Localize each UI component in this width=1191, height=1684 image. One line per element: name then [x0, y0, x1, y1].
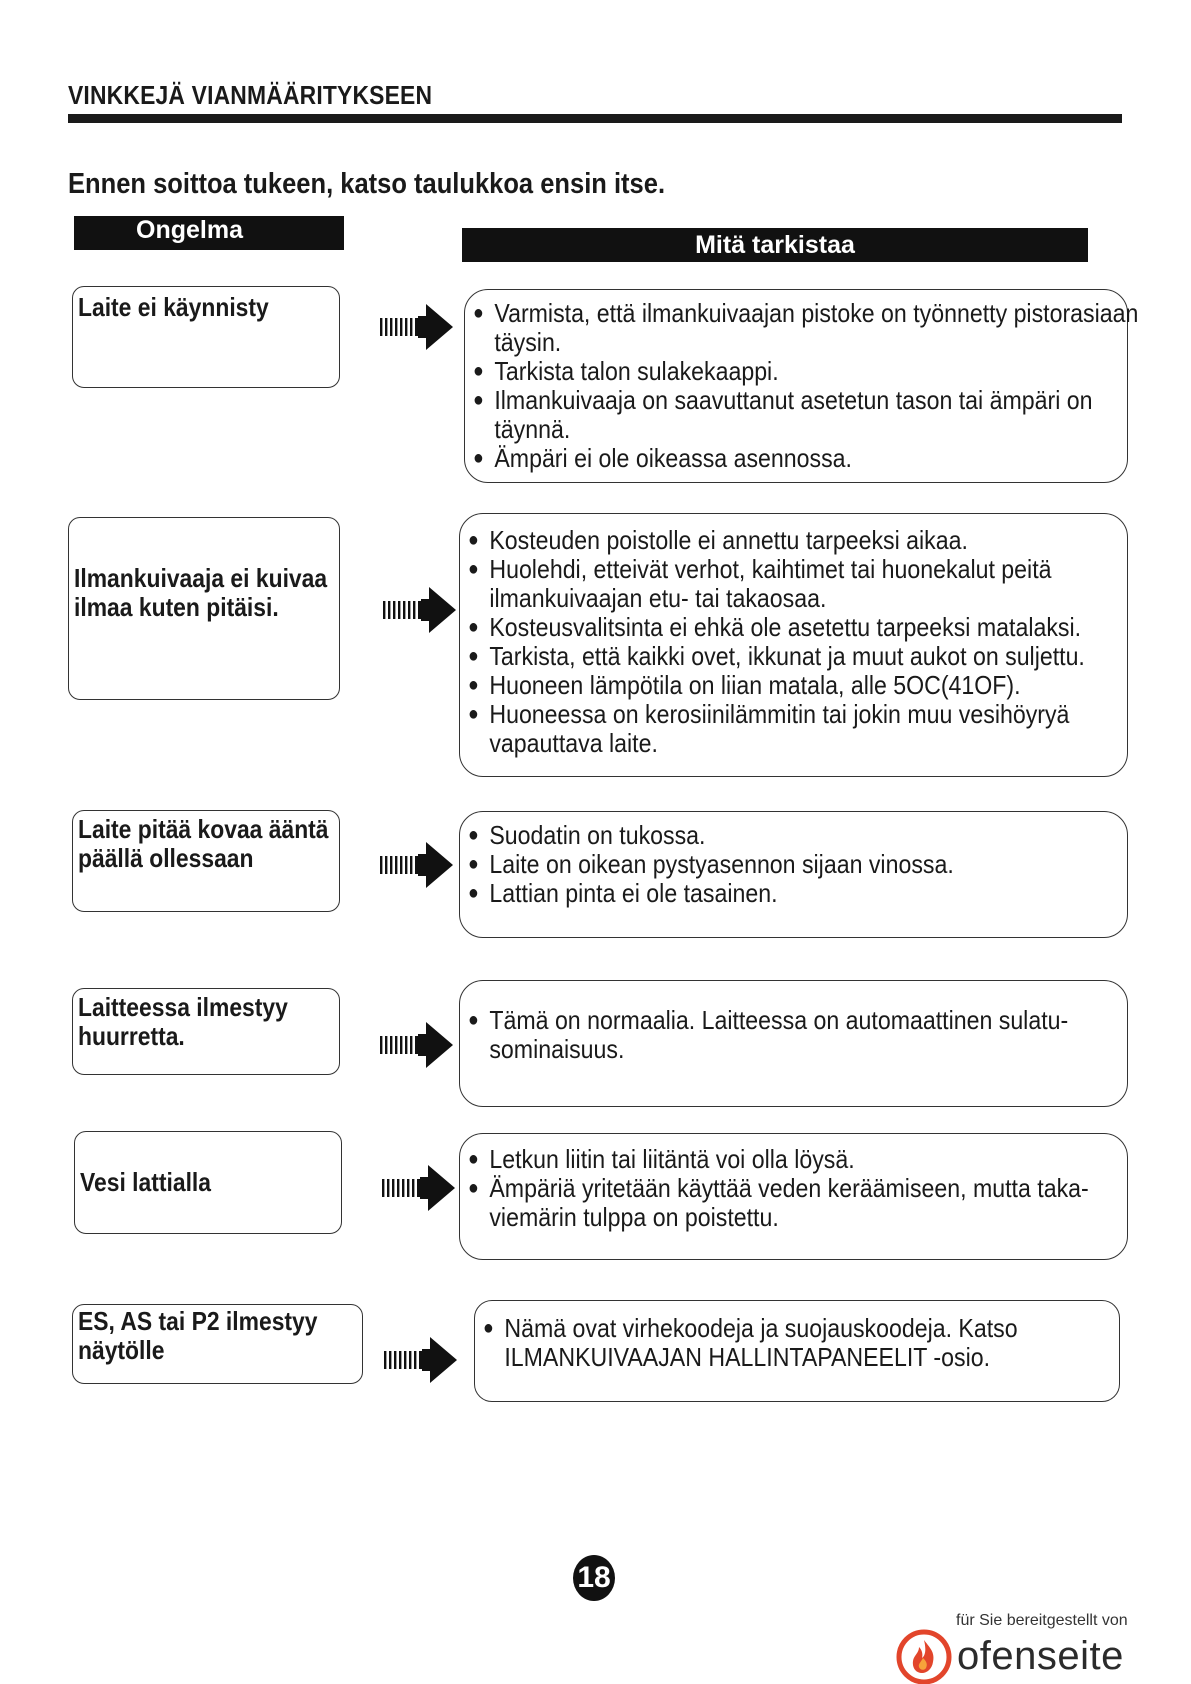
check-item: ● Suodatin on tukossa. [468, 821, 1191, 850]
arrow-right-icon [378, 1020, 454, 1070]
brand-logo [895, 1628, 1135, 1684]
check-item: ● Huoneen lämpötila on liian matala, alle 5OC(41OF). [468, 671, 1191, 700]
check-box [459, 811, 1128, 938]
problem-text: päällä ollessaan [78, 843, 254, 873]
problem-box [72, 810, 340, 912]
column-header-problem: Ongelma [74, 216, 344, 250]
check-item: ● Laite on oikean pystyasennon sijaan vinossa. [468, 850, 1191, 879]
problem-text: näytölle [78, 1335, 165, 1365]
column-header-check: Mitä tarkistaa [462, 228, 1088, 262]
check-item: ● Kosteuden poistolle ei annettu tarpeeksi aikaa. [468, 526, 1191, 555]
heading-rule [68, 114, 1122, 123]
problem-box [72, 286, 340, 388]
check-item: ● Tarkista, että kaikki ovet, ikkunat ja muut aukot on suljettu. [468, 642, 1191, 671]
check-item: ● Ämpäri ei ole oikeassa asennossa. [473, 444, 1191, 473]
problem-text: huurretta. [78, 1021, 185, 1051]
problem-text: ES, AS tai P2 ilmestyy [78, 1306, 318, 1336]
check-item: ● Tämä on normaalia. Laitteessa on automaattinen sulatu- sominaisuus. [468, 1006, 1191, 1064]
problem-text: Laite ei käynnisty [78, 292, 269, 322]
check-item: ● Ilmankuivaaja on saavuttanut asetetun tason tai ämpäri on täynnä. [473, 386, 1191, 444]
check-item: ● Ämpäriä yritetään käyttää veden keräämiseen, mutta taka- viemärin tulppa on poistettu. [468, 1174, 1191, 1232]
check-item: ● Tarkista talon sulakekaappi. [473, 357, 1191, 386]
problem-box [72, 1304, 363, 1384]
problem-text: Vesi lattialla [80, 1167, 212, 1197]
arrow-right-icon [378, 840, 454, 890]
flame-icon [895, 1628, 953, 1684]
brand-name: ofenseite [957, 1634, 1124, 1678]
page-heading: VINKKEJÄ VIANMÄÄRITYKSEEN [68, 80, 433, 110]
check-box [459, 980, 1128, 1107]
credit-text: für Sie bereitgestellt von [956, 1612, 1128, 1629]
problem-text: Laitteessa ilmestyy [78, 992, 288, 1022]
check-box [459, 513, 1128, 777]
problem-box [68, 517, 340, 700]
check-box [474, 1300, 1120, 1402]
problem-text: ilmaa kuten pitäisi. [74, 592, 279, 622]
check-item: ● Huolehdi, etteivät verhot, kaihtimet tai huonekalut peitä ilmankuivaajan etu- tai takaosaa. [468, 555, 1191, 613]
arrow-right-icon [378, 302, 454, 352]
problem-text: Laite pitää kovaa ääntä [78, 814, 329, 844]
check-item: ● Varmista, että ilmankuivaajan pistoke on työnnetty pistorasiaan täysin. [473, 299, 1191, 357]
check-item: ● Nämä ovat virhekoodeja ja suojauskoodeja. Katso ILMANKUIVAAJAN HALLINTAPANEELIT -osio. [483, 1314, 1184, 1372]
check-item: ● Lattian pinta ei ole tasainen. [468, 879, 1191, 908]
problem-box [74, 1131, 342, 1234]
problem-box [72, 988, 340, 1075]
check-item: ● Huoneessa on kerosiinilämmitin tai jokin muu vesihöyryä vapauttava laite. [468, 700, 1191, 758]
page-number: 18 [573, 1555, 615, 1601]
arrow-right-icon [380, 1163, 456, 1213]
check-item: ● Kosteusvalitsinta ei ehkä ole asetettu tarpeeksi matalaksi. [468, 613, 1191, 642]
arrow-right-icon [382, 1335, 458, 1385]
problem-text: Ilmankuivaaja ei kuivaa [74, 563, 328, 593]
arrow-right-icon [381, 585, 457, 635]
check-box [459, 1133, 1128, 1260]
check-box [464, 289, 1139, 483]
check-item: ● Letkun liitin tai liitäntä voi olla löysä. [468, 1145, 1191, 1174]
intro-text: Ennen soittoa tukeen, katso taulukkoa ensin itse. [68, 168, 666, 200]
